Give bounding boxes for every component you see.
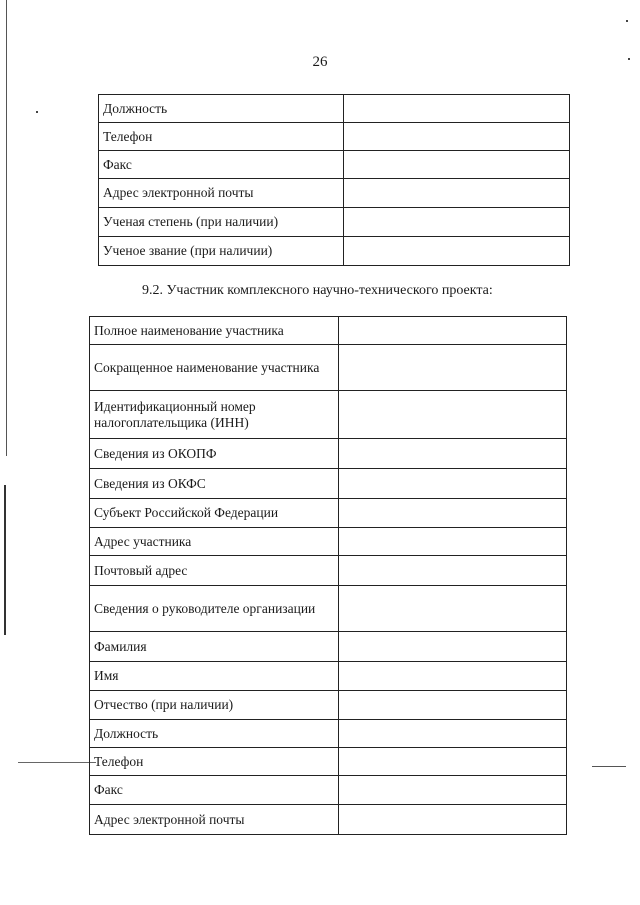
page-number: 26 (312, 54, 328, 70)
scan-speck (626, 20, 628, 22)
section-heading: 9.2. Участник комплексного научно-технического проекта: (142, 283, 493, 298)
value-cell[interactable] (344, 237, 570, 266)
row-label: Фамилия (90, 632, 339, 662)
value-cell[interactable] (339, 469, 567, 499)
row-label: Имя (90, 662, 339, 691)
value-cell[interactable] (339, 691, 567, 720)
value-cell[interactable] (344, 123, 570, 151)
value-cell[interactable] (339, 805, 567, 835)
row-label: Сведения о руководителе организации (90, 586, 339, 632)
table-row (90, 632, 567, 662)
value-cell[interactable] (339, 776, 567, 805)
value-cell[interactable] (344, 179, 570, 208)
table-row (90, 528, 567, 556)
table-row (90, 662, 567, 691)
table-row (90, 805, 567, 835)
table-row (90, 586, 567, 632)
row-label: Отчество (при наличии) (90, 691, 339, 720)
contact-details-table (98, 94, 570, 266)
table-row (99, 95, 570, 123)
value-cell[interactable] (344, 95, 570, 123)
table-row (90, 469, 567, 499)
value-cell[interactable] (339, 439, 567, 469)
table-row (99, 151, 570, 179)
row-label: Адрес электронной почты (90, 805, 339, 835)
row-label: Факс (90, 776, 339, 805)
row-label: Ученое звание (при наличии) (99, 237, 344, 266)
table-row (99, 179, 570, 208)
value-cell[interactable] (339, 586, 567, 632)
scan-edge-mark-bottom (4, 485, 6, 635)
row-label: Сокращенное наименование участника (90, 345, 339, 391)
scan-line-right (592, 766, 626, 767)
table-row (99, 208, 570, 237)
value-cell[interactable] (339, 499, 567, 528)
participant-details-table (89, 316, 567, 835)
table-row (90, 391, 567, 439)
table-row (90, 691, 567, 720)
row-label: Должность (99, 95, 344, 123)
row-label: Идентификационный номер налогоплательщика (ИНН) (90, 391, 339, 439)
row-label: Ученая степень (при наличии) (99, 208, 344, 237)
table-row (90, 748, 567, 776)
row-label: Сведения из ОКОПФ (90, 439, 339, 469)
value-cell[interactable] (339, 317, 567, 345)
value-cell[interactable] (339, 345, 567, 391)
row-label: Полное наименование участника (90, 317, 339, 345)
table-row (99, 237, 570, 266)
row-label: Телефон (99, 123, 344, 151)
table-row (99, 123, 570, 151)
row-label: Адрес электронной почты (99, 179, 344, 208)
row-label: Субъект Российской Федерации (90, 499, 339, 528)
value-cell[interactable] (339, 528, 567, 556)
value-cell[interactable] (339, 748, 567, 776)
value-cell[interactable] (339, 720, 567, 748)
value-cell[interactable] (344, 208, 570, 237)
table-row (90, 499, 567, 528)
row-label: Сведения из ОКФС (90, 469, 339, 499)
value-cell[interactable] (339, 662, 567, 691)
value-cell[interactable] (344, 151, 570, 179)
value-cell[interactable] (339, 391, 567, 439)
value-cell[interactable] (339, 632, 567, 662)
table-row (90, 439, 567, 469)
table-row (90, 556, 567, 586)
table-row (90, 776, 567, 805)
scan-speck (36, 111, 38, 113)
row-label: Телефон (90, 748, 339, 776)
row-label: Адрес участника (90, 528, 339, 556)
table-row (90, 345, 567, 391)
table-row (90, 317, 567, 345)
value-cell[interactable] (339, 556, 567, 586)
row-label: Почтовый адрес (90, 556, 339, 586)
row-label: Факс (99, 151, 344, 179)
table-row (90, 720, 567, 748)
scan-line-left (18, 762, 96, 763)
row-label: Должность (90, 720, 339, 748)
